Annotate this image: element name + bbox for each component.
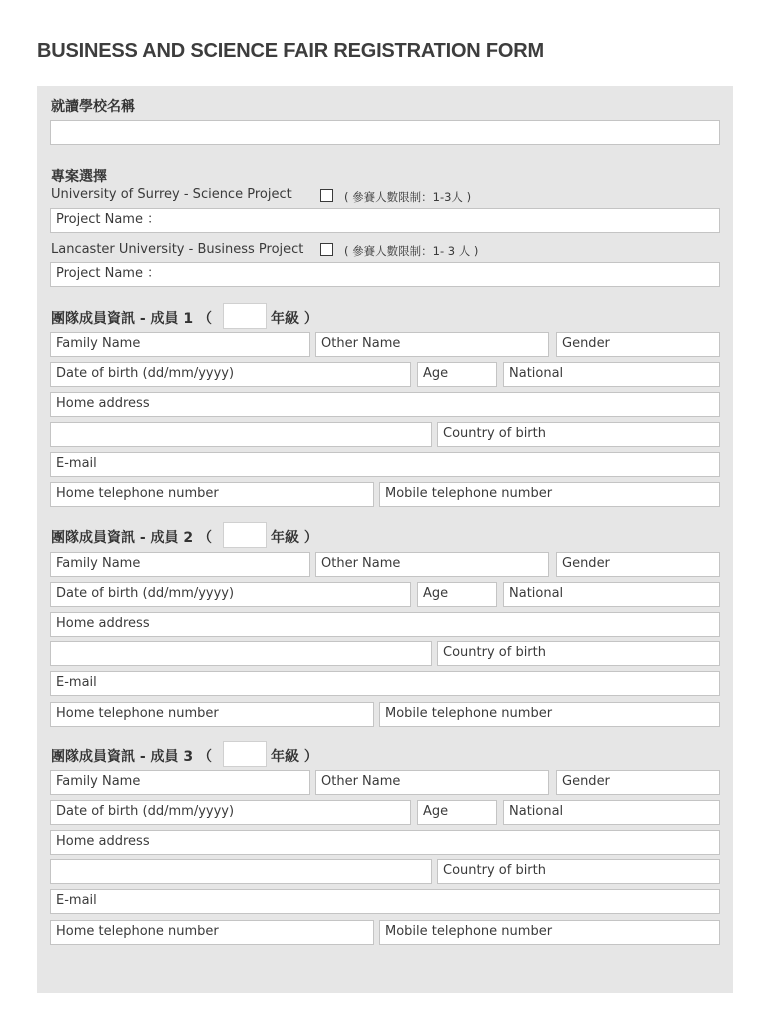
school-input[interactable] <box>50 120 720 145</box>
form-title: BUSINESS AND SCIENCE FAIR REGISTRATION FORM <box>37 40 544 62</box>
member-1-family-name[interactable]: Family Name <box>50 332 310 357</box>
project-1-label: University of Surrey - Science Project <box>51 187 292 202</box>
member-2-age[interactable]: Age <box>417 582 497 607</box>
member-1-other-name[interactable]: Other Name <box>315 332 549 357</box>
project-1-name-field[interactable]: Project Name ： <box>50 208 720 233</box>
member-3-national[interactable]: National <box>503 800 720 825</box>
member-2-dob[interactable]: Date of birth (dd/mm/yyyy) <box>50 582 411 607</box>
member-1-dob[interactable]: Date of birth (dd/mm/yyyy) <box>50 362 411 387</box>
member-2-other-name[interactable]: Other Name <box>315 552 549 577</box>
member-2-home-address[interactable]: Home address <box>50 612 720 637</box>
school-label: 就讀學校名稱 <box>51 99 135 115</box>
member-2-address-line-2[interactable] <box>50 641 432 666</box>
member-1-address-line-2[interactable] <box>50 422 432 447</box>
member-1-gender[interactable]: Gender <box>556 332 720 357</box>
member-3-heading-prefix: 團隊成員資訊 - 成員 3 （ <box>51 749 213 765</box>
member-2-mobile-phone[interactable]: Mobile telephone number <box>379 702 720 727</box>
member-3-dob[interactable]: Date of birth (dd/mm/yyyy) <box>50 800 411 825</box>
member-2-heading-suffix: 年級 ） <box>271 530 318 546</box>
project-2-limit: ( 參賽人數限制：1- 3 人 ) <box>344 244 479 258</box>
member-3-home-address[interactable]: Home address <box>50 830 720 855</box>
member-3-heading-suffix: 年級 ） <box>271 749 318 765</box>
member-1-heading-suffix: 年級 ） <box>271 311 318 327</box>
member-1-country-of-birth[interactable]: Country of birth <box>437 422 720 447</box>
member-3-mobile-phone[interactable]: Mobile telephone number <box>379 920 720 945</box>
member-1-email[interactable]: E-mail <box>50 452 720 477</box>
member-2-gender[interactable]: Gender <box>556 552 720 577</box>
member-3-gender[interactable]: Gender <box>556 770 720 795</box>
member-1-heading-prefix: 團隊成員資訊 - 成員 1 （ <box>51 311 213 327</box>
member-2-family-name[interactable]: Family Name <box>50 552 310 577</box>
member-1-grade-input[interactable] <box>223 303 267 329</box>
member-3-email[interactable]: E-mail <box>50 889 720 914</box>
member-2-heading-prefix: 團隊成員資訊 - 成員 2 （ <box>51 530 213 546</box>
member-3-home-phone[interactable]: Home telephone number <box>50 920 374 945</box>
project-section-label: 專案選擇 <box>51 169 107 185</box>
member-3-grade-input[interactable] <box>223 741 267 767</box>
member-3-other-name[interactable]: Other Name <box>315 770 549 795</box>
member-1-age[interactable]: Age <box>417 362 497 387</box>
project-2-label: Lancaster University - Business Project <box>51 242 304 257</box>
member-1-national[interactable]: National <box>503 362 720 387</box>
member-2-home-phone[interactable]: Home telephone number <box>50 702 374 727</box>
member-3-age[interactable]: Age <box>417 800 497 825</box>
member-3-country-of-birth[interactable]: Country of birth <box>437 859 720 884</box>
member-2-national[interactable]: National <box>503 582 720 607</box>
member-3-family-name[interactable]: Family Name <box>50 770 310 795</box>
member-2-country-of-birth[interactable]: Country of birth <box>437 641 720 666</box>
project-1-limit: ( 參賽人數限制：1-3人 ) <box>344 190 472 204</box>
project-1-checkbox[interactable] <box>320 189 333 202</box>
project-2-checkbox[interactable] <box>320 243 333 256</box>
member-1-mobile-phone[interactable]: Mobile telephone number <box>379 482 720 507</box>
member-3-address-line-2[interactable] <box>50 859 432 884</box>
member-2-email[interactable]: E-mail <box>50 671 720 696</box>
member-1-home-phone[interactable]: Home telephone number <box>50 482 374 507</box>
member-2-grade-input[interactable] <box>223 522 267 548</box>
project-2-name-field[interactable]: Project Name ： <box>50 262 720 287</box>
member-1-home-address[interactable]: Home address <box>50 392 720 417</box>
